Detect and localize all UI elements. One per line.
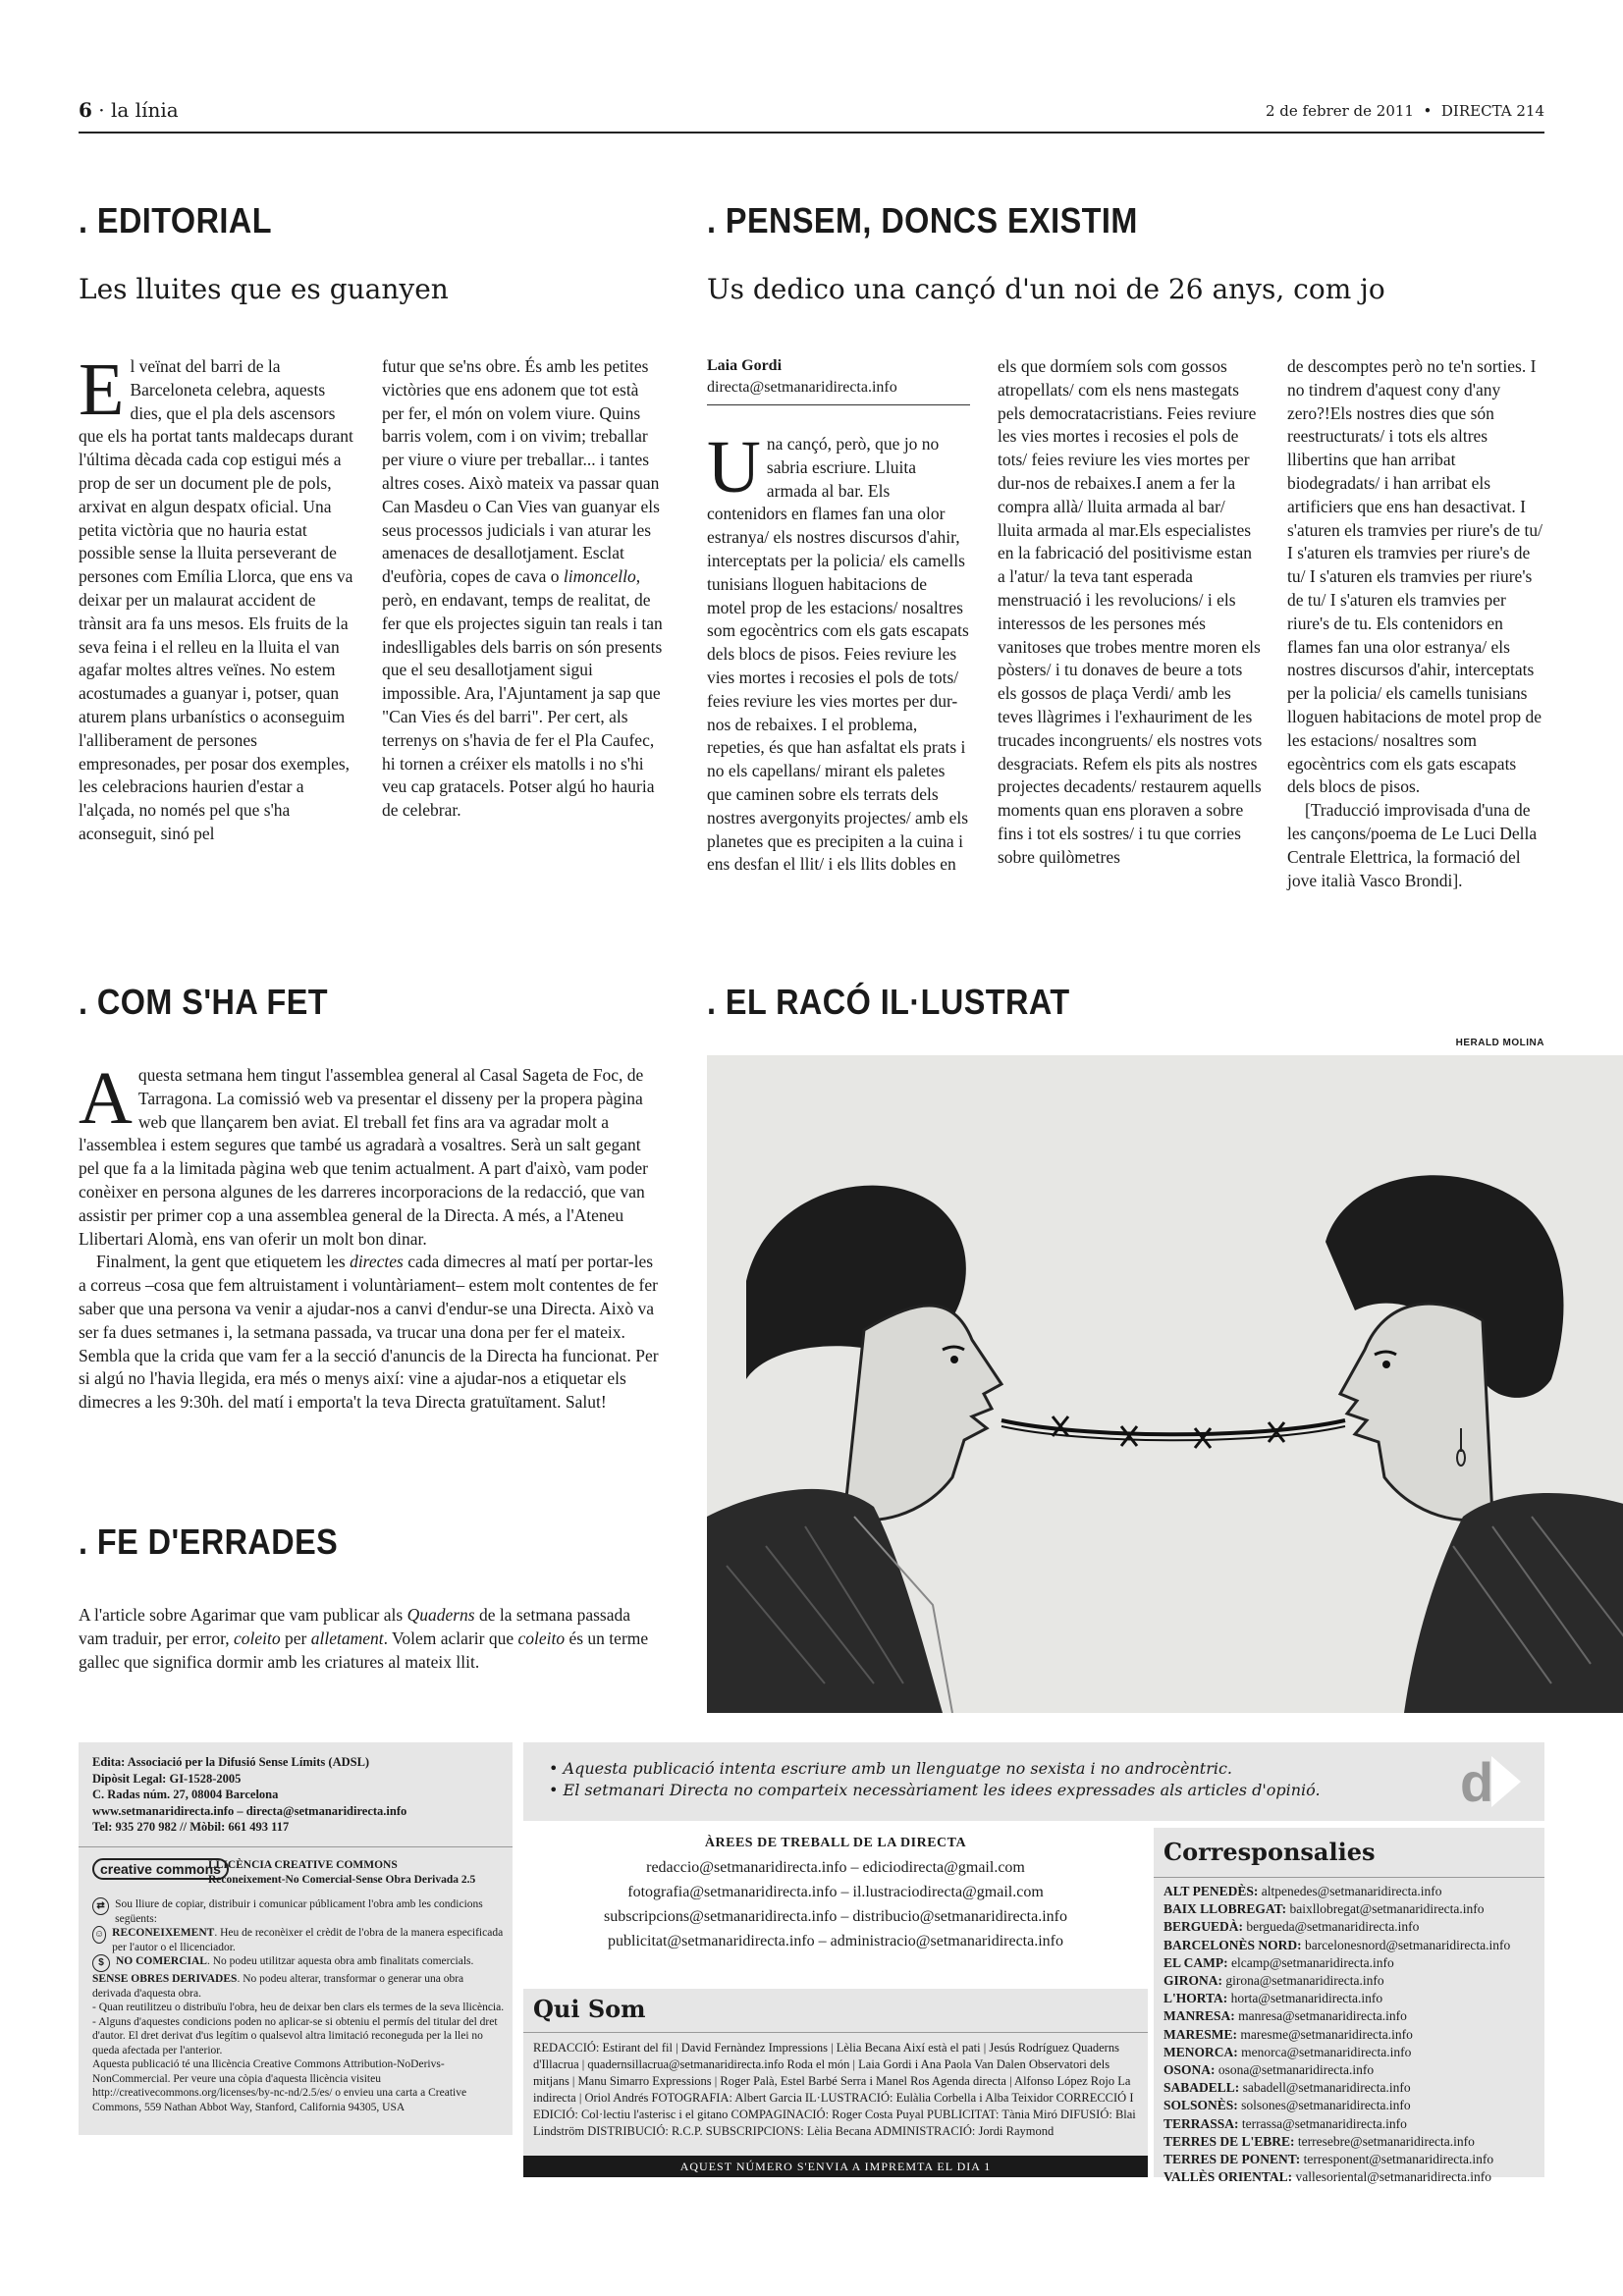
corresponsalia-email[interactable]: terresebre@setmanaridirecta.info bbox=[1297, 2133, 1475, 2149]
cc-subtitle: Reconeixement-No Comercial-Sense Obra Derivada 2.5 bbox=[208, 1873, 476, 1886]
comshafet-dropcap: A bbox=[79, 1057, 133, 1140]
corresponsalia-region: MARESME: bbox=[1163, 2026, 1241, 2042]
corresponsalia-item bbox=[1163, 2097, 1541, 2114]
corresponsalia-email[interactable]: barcelonesnord@setmanaridirecta.info bbox=[1305, 1937, 1511, 1952]
corresponsalia-email[interactable]: bergueda@setmanaridirecta.info bbox=[1246, 1919, 1420, 1935]
pensem-title: . PENSEM, DONCS EXISTIM bbox=[707, 200, 1138, 240]
colophon-publisher: Edita: Associació per la Difusió Sense Límits (ADSL) bbox=[92, 1755, 370, 1769]
colophon-info bbox=[92, 1754, 505, 1836]
editorial-italic: limoncello bbox=[563, 566, 636, 587]
fe-t4: . Volem aclarir que bbox=[383, 1628, 518, 1648]
corresponsalia-email[interactable]: baixllobregat@setmanaridirecta.info bbox=[1289, 1901, 1485, 1917]
editorial-dropcap: E bbox=[79, 348, 125, 431]
author-email[interactable]: directa@setmanaridirecta.info bbox=[707, 379, 897, 396]
issue-number: DIRECTA 214 bbox=[1440, 102, 1544, 120]
corresponsalia-item bbox=[1163, 2168, 1541, 2186]
feerrades-body bbox=[79, 1604, 664, 1674]
license-text bbox=[92, 1897, 505, 2114]
corresponsalia-email[interactable]: elcamp@setmanaridirecta.info bbox=[1231, 1954, 1394, 1970]
corresponsalia-email[interactable]: altpenedes@setmanaridirecta.info bbox=[1261, 1884, 1442, 1898]
share-icon: ⇄ bbox=[92, 1897, 109, 1915]
print-notice-bar: AQUEST NÚMERO S'ENVIA A IMPREMTA EL DIA 1 bbox=[523, 2156, 1148, 2177]
comshafet-text-1: questa setmana hem tingut l'assemblea general al Casal Sageta de Foc, de Tarragona. La comissió web va presentar el disseny per la propera pàgina web que llançarem ben aviat. El treball fet fins ara va agradar molt a l'assemblea i estem segures que també us agradarà a vosaltres. Serà un salt gegant pel que fa a la limitada pàgina web que tenim actualment. A part d'això, vam poder conèixer en persona algunes de les darreres incorporacions de la redacció, que van assistir per primer cop a una assemblea general de la Directa. A més, a l'Ateneu Llibertari Alomà, ens van oferir un molt bon dinar. bbox=[79, 1065, 648, 1249]
corresponsalia-region: GIRONA: bbox=[1163, 1973, 1226, 1989]
attribution-icon: ☺ bbox=[92, 1926, 106, 1944]
notice-box bbox=[523, 1742, 1544, 1821]
corresponsalia-item bbox=[1163, 1972, 1541, 1990]
colophon-legal: Dipòsit Legal: GI-1528-2005 bbox=[92, 1771, 242, 1786]
colophon-web[interactable]: www.setmanaridirecta.info – directa@setmanaridirecta.info bbox=[92, 1803, 407, 1818]
fe-t5: és un terme gallec que significa dormir amb les criatures al mateix llit. bbox=[79, 1628, 649, 1672]
comshafet-text-2a: Finalment, la gent que etiquetem les bbox=[96, 1252, 351, 1272]
comshafet-text-2b: cada dimecres al matí per portar-les a correus –cosa que fem altruistament i voluntàriament– estem molt contentes de fer saber que una persona va venir a ajudar-nos a canvi d'endur-se una Directa. Això va ser fa dues setmanes i, la setmana passada, va trucar una dona per fer el mateix. Sembla que la crida que vam fer a la secció d'anuncis de la Directa ha funcionat. Per si algú no l'havia llegida, era més o menys així: vine a ajudar-nos a etiquetar els dimecres a les 9:30h. del matí i emporta't la teva Directa gratuïtament. Salut! bbox=[79, 1252, 659, 1413]
corresponsalies-list bbox=[1163, 1883, 1541, 2186]
corresponsalia-email[interactable]: osona@setmanaridirecta.info bbox=[1217, 2062, 1375, 2078]
fe-t1: A l'article sobre Agarimar que vam publicar als bbox=[79, 1605, 407, 1625]
license-line-6: - Alguns d'aquestes condicions poden no aplicar-se si obteniu el permís del titular del dret d'autor. El dret derivat d'us legítim o qualsevol altra limitació reconeguda per la llei no queda afectada per l'anterior. bbox=[92, 2015, 498, 2056]
cc-title: LLICÈNCIA CREATIVE COMMONS bbox=[208, 1859, 398, 1871]
license-row-3 bbox=[92, 1954, 505, 1972]
corresponsalia-item bbox=[1163, 2007, 1541, 2025]
editorial-subtitle: Les lluites que es guanyen bbox=[79, 273, 449, 305]
fe-t3: per bbox=[280, 1628, 311, 1648]
comshafet-title: . COM S'HA FET bbox=[79, 982, 329, 1022]
issue-date: 2 de febrer de 2011 bbox=[1265, 102, 1414, 120]
corresponsalia-region: L'HORTA: bbox=[1163, 1991, 1231, 2006]
license-row-1 bbox=[92, 1897, 505, 1926]
license-nd-text: . No podeu alterar, transformar o generar una obra derivada d'aquesta obra. bbox=[92, 1973, 464, 2000]
corresponsalia-email[interactable]: terresponent@setmanaridirecta.info bbox=[1303, 2152, 1494, 2167]
areas-title: ÀREES DE TREBALL DE LA DIRECTA bbox=[704, 1836, 967, 1850]
corresponsalia-email[interactable]: menorca@setmanaridirecta.info bbox=[1241, 2044, 1412, 2059]
quisom-text: REDACCIÓ: Estirant del fil | David Fernàndez Impressions | Lèlia Becana Així està el pati | Jesús Rodríguez Quaderns d'Illacrua | quadernsillacrua@setmanaridirecta.info Roda el món | Laia Gordi i Ana Paola Van Dalen Observatori dels mitjans | Manu Simarro Expressions | Roger Palà, Estel Barbé Serra i Manel Ros Agenda directa | Alfonso López Rojo La indirecta | Oriol Andrés FOTOGRAFIA: Albert Garcia IL·LUSTRACIÓ: Eulàlia Corbella i Alba Teixidor CORRECCIÓ I EDICIÓ: Col·lectiu l'asterisc i el gitano COMPAGINACIÓ: Roger Costa Puyal PUBLICITAT: Tània Miró DIFUSIÓ: Blai Lindström DISTRIBUCIÓ: R.C.P. SUBSCRIPCIONS: Lèlia Becana ADMINISTRACIÓ: Jordi Raymond bbox=[533, 2041, 1136, 2138]
license-line-1: Sou lliure de copiar, distribuir i comunicar públicament l'obra amb les condicions següents: bbox=[115, 1898, 483, 1925]
areas-line-3[interactable]: subscripcions@setmanaridirecta.info – distribucio@setmanaridirecta.info bbox=[604, 1908, 1067, 1925]
corresponsalia-region: TERRASSA: bbox=[1163, 2115, 1242, 2131]
creative-commons-logo: creative commons bbox=[92, 1858, 229, 1880]
license-nc-label: NO COMERCIAL bbox=[116, 1955, 207, 1967]
comshafet-body bbox=[79, 1057, 664, 1415]
fe-i3: alletament bbox=[310, 1628, 384, 1648]
page-number: 6 bbox=[79, 98, 92, 122]
corresponsalia-email[interactable]: manresa@setmanaridirecta.info bbox=[1238, 2008, 1407, 2024]
corresponsalia-region: SABADELL: bbox=[1163, 2080, 1243, 2096]
fe-i1: Quaderns bbox=[406, 1605, 475, 1625]
corresponsalia-region: MANRESA: bbox=[1163, 2008, 1239, 2024]
corresponsalia-item bbox=[1163, 1918, 1541, 1936]
corresponsalia-region: TERRES DE PONENT: bbox=[1163, 2152, 1304, 2167]
editorial-title: . EDITORIAL bbox=[79, 200, 272, 240]
corresponsalia-item bbox=[1163, 2061, 1541, 2079]
areas-line-2[interactable]: fotografia@setmanaridirecta.info – il.lustraciodirecta@gmail.com bbox=[627, 1884, 1044, 1900]
corresponsalia-region: MENORCA: bbox=[1163, 2044, 1242, 2059]
corresponsalia-item bbox=[1163, 1883, 1541, 1900]
pensem-dropcap: U bbox=[707, 426, 761, 508]
corresponsalia-region: BARCELONÈS NORD: bbox=[1163, 1937, 1306, 1952]
author-name: Laia Gordi bbox=[707, 357, 783, 374]
corresponsalia-item bbox=[1163, 2115, 1541, 2133]
quisom-divider bbox=[523, 2032, 1148, 2033]
pensem-text-1: na cançó, però, que jo no sabria escriure. Lluita armada al bar. Els contenidors en flames fan una olor estranya/ els nostres discursos d'ahir, interceptats per la policia/ els camells tunisians lloguen habitacions de motel prop de les estacions/ nosaltres som egocèntrics com els gats escapats dels blocs de pisos. Feies reviure les vies mortes i recosies el pols de tots/ feies reviure les vies mortes per dur-nos de rebaixes. I el problema, repeties, és que han asfaltat els prats i no els capellans/ mirant els paletes que caminen sobre els terrats dels nostres avergonyits projectes/ amb els planetes que es precipiten a la cuina i ens desfan el llit/ i els llits dobles en bbox=[707, 434, 969, 875]
corresponsalia-item bbox=[1163, 2133, 1541, 2151]
license-row-2 bbox=[92, 1926, 505, 1954]
notice-line-1: • Aquesta publicació intenta escriure amb un llenguatge no sexista i no androcèntric. bbox=[549, 1759, 1233, 1778]
corresponsalia-item bbox=[1163, 1990, 1541, 2007]
directa-logo bbox=[1454, 1754, 1523, 1809]
comshafet-italic: directes bbox=[350, 1252, 404, 1272]
pensem-text-2: els que dormíem sols com gossos atropellats/ com els nens mastegats pels democratacristians. Feies reviure les vies mortes i recosies el pols de tots/ feies reviure les vies mortes per dur-nos de rebaixes.I anem a fer la compra allà/ lluita armada al bar/ lluita armada al mar.Els especialistes en la fabricació del positivisme estan a l'atur/ la teva tant esperada menstruació i les revolucions/ i els interessos de les persones més vanitoses que trobes mentre moren els pòsters/ i tu donaves de beure a tots els gossos de plaça Verdi/ amb les teves llàgrimes i l'exhauriment de les trucades incongruents/ els nostres vots desgraciats. Refem els pits als nostres projectes decadents/ restaurem aquells moments quan ens ploraven a sobre fins i tot els sostres/ i tu que corries sobre quilòmetres bbox=[998, 356, 1263, 867]
cc-title-block bbox=[208, 1858, 503, 1887]
corresponsalia-email[interactable]: girona@setmanaridirecta.info bbox=[1225, 1973, 1384, 1989]
corresponsalies-title: Corresponsalies bbox=[1163, 1838, 1376, 1866]
corresponsalia-email[interactable]: horta@setmanaridirecta.info bbox=[1230, 1991, 1383, 2006]
corresponsalia-item bbox=[1163, 1937, 1541, 1954]
feerrades-title: . FE D'ERRADES bbox=[79, 1522, 339, 1562]
logo-letter: d bbox=[1460, 1754, 1494, 1809]
header-rule bbox=[79, 132, 1544, 133]
pensem-column-1 bbox=[707, 355, 970, 877]
corresponsalia-email[interactable]: terrassa@setmanaridirecta.info bbox=[1241, 2115, 1407, 2131]
corresponsalia-email[interactable]: maresme@setmanaridirecta.info bbox=[1240, 2026, 1413, 2042]
pensem-note: [Traducció improvisada d'una de les cançons/poema de Le Luci Della Centrale Elettrica, la formació del jove italià Vasco Brondi]. bbox=[1287, 800, 1538, 890]
colophon-phone: Tel: 935 270 982 // Mòbil: 661 493 117 bbox=[92, 1820, 290, 1834]
noncommercial-icon: $ bbox=[92, 1954, 110, 1972]
corresponsalia-region: BERGUEDÀ: bbox=[1163, 1919, 1247, 1935]
license-attrib-text: . Heu de reconèixer el crèdit de l'obra de la manera especificada per l'autor o el llicenciador. bbox=[112, 1927, 504, 1953]
fe-i4: coleito bbox=[517, 1628, 566, 1648]
fe-t2: de la setmana passada vam traduir, per error, bbox=[79, 1605, 631, 1648]
license-line-5: - Quan reutilitzeu o distribuïu l'obra, heu de deixar ben clars els termes de la seva llicència. bbox=[92, 2002, 505, 2013]
two-faces-barbed-wire-illustration bbox=[707, 1055, 1623, 1713]
corresponsalia-region: BAIX LLOBREGAT: bbox=[1163, 1901, 1290, 1917]
corresponsalia-region: TERRES DE L'EBRE: bbox=[1163, 2133, 1298, 2149]
corresponsalia-item bbox=[1163, 2079, 1541, 2097]
corresponsalia-region: OSONA: bbox=[1163, 2062, 1218, 2078]
corresponsalia-item bbox=[1163, 1954, 1541, 1972]
editorial-column-1 bbox=[79, 348, 356, 846]
editorial-text-2b: , però, en endavant, temps de realitat, de fer que els projectes siguin tan reals i tan indeslligables dels barris on són presents que el seu desallotjament sigui impossible. Ara, l'Ajuntament ja sap que "Can Vies és del barri". Per cert, als terrenys on s'havia de fer el Pla Caufec, hi tornen a créixer els matolls i no s'hi veu cap gratacels. Potser algú ho hauria de celebrar. bbox=[382, 566, 663, 821]
notice-line-2: • El setmanari Directa no comparteix necessàriament les idees expressades als articles d'opinió. bbox=[549, 1781, 1321, 1799]
pensem-column-3 bbox=[1287, 355, 1544, 892]
corresponsalia-item bbox=[1163, 2044, 1541, 2061]
illustration bbox=[707, 1055, 1623, 1713]
directa-logo-icon bbox=[1454, 1754, 1523, 1809]
editorial-column-2 bbox=[382, 355, 663, 823]
section-name: la línia bbox=[111, 98, 179, 122]
quisom-title: Qui Som bbox=[533, 1995, 646, 2023]
license-nd-label: SENSE OBRES DERIVADES bbox=[92, 1973, 238, 1985]
corresponsalia-email[interactable]: sabadell@setmanaridirecta.info bbox=[1242, 2080, 1411, 2096]
areas-box bbox=[523, 1828, 1148, 1985]
page-header-right: 2 de febrer de 2011 • DIRECTA 214 bbox=[1265, 102, 1544, 120]
corresponsalies-box bbox=[1154, 1828, 1544, 2185]
license-attrib-label: RECONEIXEMENT bbox=[112, 1927, 215, 1939]
license-line-7: Aquesta publicació té una llicència Creative Commons Attribution-NoDerivs-NonCommercial. Per veure una còpia d'aquesta llicència visiteu http://creativecommons.org/licenses/by-nc-nd/2.5/es/ o envieu una carta a Creative Commons, 559 Nathan Abbot Way, Stanford, California 94305, USA bbox=[92, 2058, 467, 2113]
areas-line-4[interactable]: publicitat@setmanaridirecta.info – administracio@setmanaridirecta.info bbox=[608, 1933, 1063, 1949]
page-header-left: 6 · la línia bbox=[79, 98, 179, 122]
corresponsalia-email[interactable]: solsones@setmanaridirecta.info bbox=[1241, 2098, 1411, 2113]
corresponsalia-email[interactable]: vallesoriental@setmanaridirecta.info bbox=[1295, 2169, 1492, 2185]
corresponsalia-region: VALLÈS ORIENTAL: bbox=[1163, 2169, 1296, 2185]
corresponsalia-region: EL CAMP: bbox=[1163, 1954, 1231, 1970]
corresponsalia-item bbox=[1163, 2151, 1541, 2168]
editorial-text-1: l veïnat del barri de la Barceloneta celebra, aquests dies, que el pla dels ascensors que els ha portat tants maldecaps durant l'última dècada cada cop estigui més a prop de ser un document ple de pols, arxivat en algun despatx oficial. Una petita victòria que no hauria estat possible sense la lluita perseverant de persones com Emília Llorca, que ens va deixar per un malaurat accident de trànsit ara fa uns mesos. Els fruits de la seva feina i el relleu en la lluita el van agafar moltes altres veïnes. No estem acostumades a guanyar i, potser, quan aturem plans urbanístics o aconseguim l'alliberament de persones empresonades, per posar dos exemples, les celebracions haurien d'estar a l'alçada, no només pel que s'ha aconseguit, sinó pel bbox=[79, 356, 353, 843]
notice-text bbox=[549, 1758, 1413, 1801]
corresponsalia-region: SOLSONÈS: bbox=[1163, 2098, 1242, 2113]
editorial-text-2a: futur que se'ns obre. És amb les petites victòries que ens adonem que tot està per fer, el món on volem viure. Quins barris volem, com i on vivim; treballar per viure o viure per treballar... i tantes altres coses. Això mateix va passar quan Can Masdeu o Can Vies van guanyar els seus processos judicials i van aturar les amenaces de desallotjament. Esclat d'eufòria, copes de cava o bbox=[382, 356, 660, 587]
pensem-byline bbox=[707, 355, 970, 405]
illustration-credit: HERALD MOLINA bbox=[1455, 1038, 1544, 1048]
corresponsalia-region: ALT PENEDÈS: bbox=[1163, 1884, 1262, 1898]
colophon-box bbox=[79, 1742, 513, 2135]
areas-line-1[interactable]: redaccio@setmanaridirecta.info – ediciodirecta@gmail.com bbox=[646, 1859, 1025, 1876]
corresponsalies-divider bbox=[1154, 1877, 1544, 1878]
fe-i2: coleito bbox=[233, 1628, 281, 1648]
license-nc-text: . No podeu utilitzar aquesta obra amb finalitats comercials. bbox=[206, 1955, 474, 1967]
colophon-address: C. Radas núm. 27, 08004 Barcelona bbox=[92, 1788, 279, 1801]
pensem-subtitle: Us dedico una cançó d'un noi de 26 anys, com jo bbox=[707, 273, 1385, 305]
corresponsalia-item bbox=[1163, 1900, 1541, 1918]
pensem-column-2 bbox=[998, 355, 1263, 870]
corresponsalia-item bbox=[1163, 2026, 1541, 2044]
colophon-divider bbox=[79, 1846, 513, 1847]
illustration-title: . EL RACÓ IL·LUSTRAT bbox=[707, 982, 1070, 1022]
quisom-box bbox=[523, 1989, 1148, 2156]
pensem-text-3: de descomptes però no te'n sorties. I no tindrem d'aquest cony d'any zero?!Els nostres dies que són reestructurats/ i tots els altres llibertins que han arribat biodegradats/ i han arribat els artificiers que ens han desactivat. I s'aturen els tramvies per riure's de tu/ I s'aturen els tramvies per riure's de tu/ I s'aturen els tramvies per riure's de tu/ I s'aturen els tramvies per riure's de tu. Els contenidors en flames fan una olor estranya/ els nostres discursos d'ahir, interceptats per la policia/ els camells tunisians lloguen habitacions de motel prop de les estacions/ nosaltres som egocèntrics com els gats escapats dels blocs de pisos. bbox=[1287, 356, 1542, 797]
